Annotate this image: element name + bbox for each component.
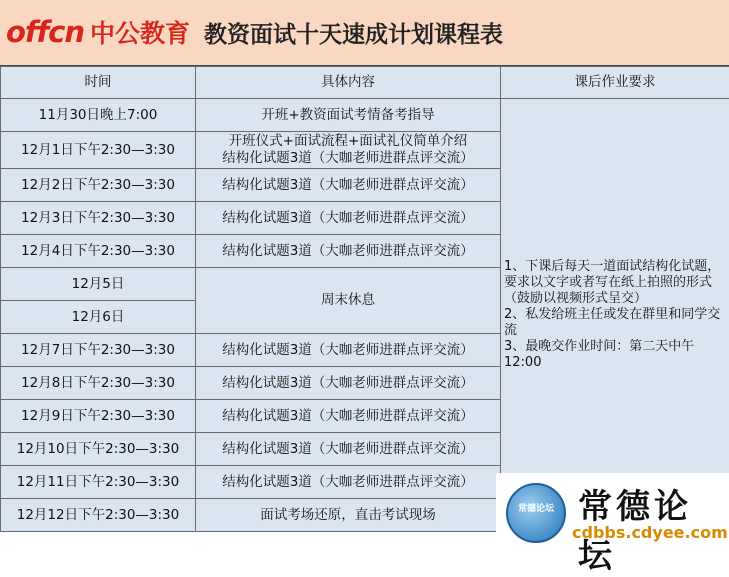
time-cell: 12月9日下午2:30—3:30 bbox=[1, 400, 196, 433]
time-cell: 12月3日下午2:30—3:30 bbox=[1, 202, 196, 235]
column-header-requirements: 课后作业要求 bbox=[501, 67, 729, 99]
forum-badge-icon bbox=[506, 483, 566, 543]
logo-latin-text: offcn bbox=[6, 15, 84, 49]
content-cell: 结构化试题3道（大咖老师进群点评交流） bbox=[196, 466, 501, 499]
time-cell: 12月7日下午2:30—3:30 bbox=[1, 334, 196, 367]
content-cell: 结构化试题3道（大咖老师进群点评交流） bbox=[196, 202, 501, 235]
content-cell: 面试考场还原，直击考试现场 bbox=[196, 499, 501, 532]
time-cell: 12月6日 bbox=[1, 301, 196, 334]
content-cell: 结构化试题3道（大咖老师进群点评交流） bbox=[196, 169, 501, 202]
time-cell: 12月2日下午2:30—3:30 bbox=[1, 169, 196, 202]
forum-url: cdbbs.cdyee.com bbox=[572, 523, 728, 542]
time-cell: 12月10日下午2:30—3:30 bbox=[1, 433, 196, 466]
content-line: 开班仪式+面试流程+面试礼仪简单介绍 bbox=[196, 133, 500, 150]
forum-badge-text: 常德论坛 bbox=[508, 501, 564, 514]
schedule-table bbox=[0, 66, 729, 532]
time-cell: 12月8日下午2:30—3:30 bbox=[1, 367, 196, 400]
content-cell-weekend: 周末休息 bbox=[196, 268, 501, 334]
time-cell: 12月5日 bbox=[1, 268, 196, 301]
requirement-item: 1、下课后每天一道面试结构化试题，要求以文字或者写在纸上拍照的形式（鼓励以视频形式呈交） bbox=[504, 259, 726, 307]
content-cell: 结构化试题3道（大咖老师进群点评交流） bbox=[196, 367, 501, 400]
logo-cn-text: 中公教育 bbox=[90, 14, 190, 50]
column-header-content: 具体内容 bbox=[196, 67, 501, 99]
content-cell: 结构化试题3道（大咖老师进群点评交流） bbox=[196, 400, 501, 433]
content-cell: 结构化试题3道（大咖老师进群点评交流） bbox=[196, 433, 501, 466]
time-cell: 12月11日下午2:30—3:30 bbox=[1, 466, 196, 499]
requirement-item: 2、私发给班主任或发在群里和同学交流 bbox=[504, 307, 726, 339]
forum-watermark bbox=[496, 473, 729, 550]
offcn-logo bbox=[6, 12, 190, 52]
time-cell: 11月30日晚上7:00 bbox=[1, 99, 196, 132]
requirements-cell bbox=[501, 99, 729, 532]
time-cell: 12月4日下午2:30—3:30 bbox=[1, 235, 196, 268]
time-cell: 12月1日下午2:30—3:30 bbox=[1, 132, 196, 169]
header-banner bbox=[0, 0, 729, 66]
content-cell: 结构化试题3道（大咖老师进群点评交流） bbox=[196, 235, 501, 268]
forum-name: 常德论坛 bbox=[578, 479, 729, 577]
content-cell: 开班+教资面试考情备考指导 bbox=[196, 99, 501, 132]
time-cell: 12月12日下午2:30—3:30 bbox=[1, 499, 196, 532]
content-cell: 结构化试题3道（大咖老师进群点评交流） bbox=[196, 334, 501, 367]
content-cell bbox=[196, 132, 501, 169]
column-header-time: 时间 bbox=[1, 67, 196, 99]
table-header-row bbox=[1, 67, 729, 99]
table-row bbox=[1, 99, 729, 132]
content-line: 结构化试题3道（大咖老师进群点评交流） bbox=[196, 150, 500, 167]
page-title: 教资面试十天速成计划课程表 bbox=[204, 16, 503, 49]
requirement-item: 3、最晚交作业时间：第二天中午12:00 bbox=[504, 339, 726, 371]
